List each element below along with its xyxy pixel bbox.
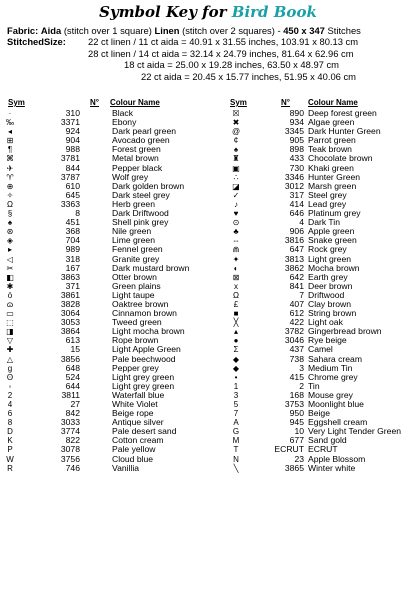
symbol-cell: ♈ [6, 172, 14, 182]
symbol-cell: ◪ [232, 181, 240, 191]
symbol-cell: R [7, 463, 13, 473]
colour-name-cell: Medium Tin [308, 362, 353, 373]
number-cell: 644 [65, 380, 80, 391]
number-cell: 10 [294, 426, 304, 437]
number-cell: 646 [289, 208, 304, 219]
colour-name-cell: Chrome grey [308, 371, 358, 382]
number-cell: 3756 [60, 453, 80, 464]
symbol-cell: ⬚ [6, 318, 14, 328]
number-cell: 989 [65, 244, 80, 255]
symbol-cell: ⊠ [232, 272, 240, 282]
colour-name-cell: Shell pink grey [112, 217, 169, 228]
number-cell: 677 [289, 435, 304, 446]
number-cell: 3787 [60, 171, 80, 182]
colour-name-cell: Cinnamon brown [112, 308, 177, 319]
colour-name-cell: Steel grey [308, 189, 347, 200]
symbol-cell: ▣ [232, 163, 240, 173]
symbol-cell: ⋒ [232, 245, 240, 255]
colour-name-cell: Deep forest green [308, 108, 377, 118]
colour-name-cell: Herb green [112, 198, 155, 209]
number-cell: 310 [65, 108, 80, 118]
number-cell: 3371 [60, 117, 80, 128]
colour-name-cell: Dark steel grey [112, 189, 170, 200]
number-cell: 906 [289, 226, 304, 237]
number-cell: 647 [289, 244, 304, 255]
table-row [228, 373, 414, 382]
size-row-22ct-aida: 22 ct aida = 20.45 x 15.77 inches, 51.95 x 40.06 cm [141, 70, 356, 82]
number-cell: 7 [299, 289, 304, 300]
number-cell: 844 [65, 162, 80, 173]
colour-name-cell: Light oak [308, 317, 343, 328]
number-cell: 642 [289, 271, 304, 282]
colour-name-cell: Eggshell cream [308, 417, 368, 428]
symbol-cell: N [233, 454, 239, 464]
colour-name-cell: Camel [308, 344, 333, 355]
colour-name-cell: Wolf grey [112, 171, 149, 182]
colour-name-cell: Pepper grey [112, 362, 159, 373]
colour-name-cell: Dark Tin [308, 217, 340, 228]
fabric-stitches-word: Stitches [327, 25, 361, 36]
symbol-cell: § [7, 209, 13, 219]
number-cell: 822 [65, 435, 80, 446]
page-title [0, 3, 416, 21]
colour-name-cell: Apple green [308, 226, 355, 237]
symbol-cell: ◧ [6, 272, 14, 282]
right-symbol-table [228, 109, 414, 473]
symbol-cell: △ [6, 354, 14, 364]
colour-name-cell: Sahara cream [308, 353, 362, 364]
number-cell: 437 [289, 344, 304, 355]
colour-name-cell: Otter brown [112, 271, 157, 282]
colour-name-cell: Forest green [112, 144, 161, 155]
colour-name-cell: Earth grey [308, 271, 348, 282]
number-cell: 3033 [60, 417, 80, 428]
colour-name-cell: Mocha brown [308, 262, 360, 273]
symbol-cell: ◈ [6, 236, 14, 246]
number-cell: 433 [289, 153, 304, 164]
header-name-right: Colour Name [308, 98, 358, 107]
number-cell: 3865 [284, 462, 304, 473]
symbol-cell: x [234, 281, 238, 291]
number-cell: 3864 [60, 326, 80, 337]
symbol-cell: ✈ [6, 163, 14, 173]
symbol-cell: ¶ [7, 145, 13, 155]
number-cell: 15 [70, 344, 80, 355]
size-row-18ct-aida: 18 ct aida = 25.00 x 19.28 inches, 63.50 x 48.97 cm [124, 59, 339, 70]
symbol-cell: @ [231, 127, 241, 137]
symbol-cell: ♠ [7, 218, 13, 228]
number-cell: 3012 [284, 180, 304, 191]
fabric-stitch-count: 450 x 347 [283, 25, 325, 36]
header-sym-left: Sym [8, 98, 25, 107]
colour-name-cell: Vanillia [112, 462, 140, 473]
colour-name-cell: Pale yellow [112, 444, 156, 455]
symbol-cell: ◐ [233, 263, 239, 273]
number-cell: ECRUT [274, 444, 304, 455]
symbol-cell: ◆ [232, 354, 240, 364]
number-cell: 414 [289, 198, 304, 209]
colour-name-cell: Rope brown [112, 335, 159, 346]
symbol-cell: ▭ [6, 309, 14, 319]
number-cell: 168 [289, 389, 304, 400]
number-cell: 318 [65, 253, 80, 264]
symbol-cell: 3 [233, 390, 239, 400]
number-cell: 746 [65, 462, 80, 473]
number-cell: 3053 [60, 317, 80, 328]
symbol-cell: ⊛ [6, 227, 14, 237]
number-cell: 167 [65, 262, 80, 273]
number-cell: 3753 [284, 399, 304, 409]
number-cell: 704 [65, 235, 80, 246]
colour-name-cell: Cloud blue [112, 453, 154, 464]
colour-name-cell: Pepper black [112, 162, 163, 173]
symbol-cell: ✦ [232, 254, 240, 264]
symbol-cell: g [7, 363, 13, 373]
colour-name-cell: Light grey green [112, 371, 175, 382]
symbol-cell: ♜ [232, 154, 240, 164]
colour-name-cell: Light taupe [112, 289, 155, 300]
colour-name-cell: Lime green [112, 235, 155, 246]
number-cell: 842 [65, 408, 80, 419]
colour-name-cell: Chocolate brown [308, 153, 373, 164]
number-cell: 524 [65, 371, 80, 382]
colour-name-cell: Apple Blossom [308, 453, 366, 464]
colour-name-cell: ECRUT [308, 444, 338, 455]
symbol-cell: ▽ [6, 336, 14, 346]
symbol-cell: Ω [233, 290, 239, 300]
colour-name-cell: Mouse grey [308, 389, 353, 400]
stitched-size-label: StitchedSize: [7, 36, 66, 47]
colour-name-cell: Beige rope [112, 408, 154, 419]
fabric-aida-note: (stitch over 1 square) [63, 25, 152, 36]
colour-name-cell: Dark mustard brown [112, 262, 190, 273]
header-num-right: N° [281, 98, 290, 107]
number-cell: 3813 [284, 253, 304, 264]
colour-name-cell: Parrot green [308, 135, 356, 146]
symbol-cell: ✂ [6, 263, 14, 273]
number-cell: 8 [75, 208, 80, 219]
colour-name-cell: Tweed green [112, 317, 162, 328]
symbol-cell: 6 [7, 409, 13, 419]
number-cell: 27 [70, 399, 80, 409]
symbol-cell: · [8, 109, 12, 118]
symbol-cell: ✱ [6, 281, 14, 291]
colour-name-cell: Light mocha brown [112, 326, 185, 337]
number-cell: 3782 [284, 326, 304, 337]
symbol-cell: ╲ [233, 463, 239, 473]
symbol-cell: ■ [233, 309, 239, 319]
number-cell: 841 [289, 280, 304, 291]
colour-name-cell: Black [112, 108, 134, 118]
number-cell: 988 [65, 144, 80, 155]
symbol-cell: ◨ [6, 327, 14, 337]
colour-name-cell: Waterfall blue [112, 389, 165, 400]
symbol-cell: ▸ [7, 245, 12, 255]
symbol-cell: T [233, 445, 239, 455]
colour-name-cell: Light grey green [112, 380, 175, 391]
symbol-cell: G [232, 427, 240, 437]
fabric-linen-note: (stitch over 2 squares) - [182, 25, 281, 36]
colour-name-cell: Winter white [308, 462, 356, 473]
table-row [2, 464, 224, 473]
colour-name-cell: String brown [308, 308, 357, 319]
symbol-cell: ö [7, 290, 13, 300]
colour-name-cell: Antique silver [112, 417, 164, 428]
number-cell: 730 [289, 162, 304, 173]
symbol-cell: ✓ [232, 190, 240, 200]
symbol-cell: ♪ [234, 199, 238, 209]
symbol-cell: ♥ [233, 209, 239, 219]
number-cell: 3 [299, 362, 304, 373]
number-cell: 3828 [60, 298, 80, 309]
symbol-cell: ╳ [233, 318, 239, 328]
colour-name-cell: Moonlight blue [308, 399, 364, 409]
colour-name-cell: Marsh green [308, 180, 357, 191]
symbol-cell: ʘ [6, 372, 14, 382]
number-cell: 371 [65, 280, 80, 291]
table-row [228, 464, 414, 473]
symbol-cell: ✖ [232, 118, 240, 128]
number-cell: 890 [289, 108, 304, 118]
symbol-cell: ⊞ [6, 136, 14, 146]
number-cell: 950 [289, 408, 304, 419]
size-row-22ct-linen: 22 ct linen / 11 ct aida = 40.91 x 31.55 inches, 103.91 x 80.13 cm [88, 36, 359, 47]
fabric-label: Fabric: [7, 25, 39, 36]
number-cell: 645 [65, 189, 80, 200]
colour-name-cell: Deer brown [308, 280, 353, 291]
symbol-cell: ¢ [233, 136, 239, 146]
symbol-cell: 1 [233, 381, 239, 391]
colour-name-cell: Clay brown [308, 298, 351, 309]
number-cell: 4 [299, 217, 304, 228]
number-cell: 3346 [284, 171, 304, 182]
number-cell: 451 [65, 217, 80, 228]
symbol-cell: 2 [7, 390, 13, 400]
number-cell: 648 [65, 362, 80, 373]
colour-name-cell: Rock grey [308, 244, 347, 255]
fabric-aida: Aida [40, 25, 62, 36]
symbol-cell: ‰ [6, 118, 14, 128]
number-cell: 3811 [61, 389, 80, 400]
colour-name-cell: Hunter Green [308, 171, 361, 182]
colour-name-cell: Dark pearl green [112, 126, 177, 137]
number-cell: 612 [289, 308, 304, 319]
number-cell: 3861 [60, 289, 80, 300]
colour-name-cell: Dark Driftwood [112, 208, 169, 219]
number-cell: 3816 [284, 235, 304, 246]
symbol-cell: ⊕ [6, 181, 14, 191]
number-cell: 415 [289, 371, 304, 382]
symbol-cell: ● [233, 336, 239, 346]
symbol-cell: 4 [7, 400, 13, 409]
colour-name-cell: Dark golden brown [112, 180, 185, 191]
symbol-cell: 7 [233, 409, 239, 419]
colour-name-cell: Cotton cream [112, 435, 164, 446]
symbol-cell: P [7, 445, 13, 455]
colour-name-cell: Gingerbread brown [308, 326, 382, 337]
title-prefix: Symbol Key for [99, 3, 227, 21]
symbol-cell: ⇔ [232, 236, 240, 246]
symbol-cell: ☒ [232, 109, 240, 118]
size-row-28ct-linen: 28 ct linen / 14 ct aida = 32.14 x 24.79 inches, 81.64 x 62.96 cm [88, 47, 354, 59]
colour-name-cell: Fennel green [112, 244, 163, 255]
title-book-name: Bird Book [231, 3, 317, 21]
colour-name-cell: Driftwood [308, 289, 345, 300]
symbol-cell: 8 [7, 418, 13, 428]
number-cell: 23 [294, 453, 304, 464]
symbol-cell: £ [233, 299, 239, 309]
colour-name-cell: Beige [308, 408, 330, 419]
symbol-cell: ♠ [233, 145, 239, 155]
number-cell: 3863 [60, 271, 80, 282]
colour-name-cell: Oaktree brown [112, 298, 169, 309]
symbol-cell: W [6, 454, 14, 464]
number-cell: 3046 [284, 335, 304, 346]
number-cell: 3856 [60, 353, 80, 364]
colour-name-cell: Tin [308, 380, 320, 391]
number-cell: 422 [289, 317, 304, 328]
colour-name-cell: Very Light Tender Green [308, 426, 401, 437]
symbol-cell: M [232, 436, 240, 446]
header-sym-right: Sym [230, 98, 247, 107]
number-cell: 610 [65, 180, 80, 191]
number-cell: 898 [289, 144, 304, 155]
colour-name-cell: Light green [308, 253, 352, 264]
symbol-cell: ▴ [233, 327, 238, 337]
symbol-cell: Σ [233, 345, 239, 355]
colour-name-cell: Snake green [308, 235, 357, 246]
number-cell: 3345 [284, 126, 304, 137]
number-cell: 3363 [60, 198, 80, 209]
colour-name-cell: Avocado green [112, 135, 170, 146]
number-cell: 3774 [60, 426, 80, 437]
symbol-cell: ⌘ [6, 154, 14, 164]
symbol-cell: ◆ [232, 363, 240, 373]
number-cell: 613 [65, 335, 80, 346]
colour-name-cell: White Violet [112, 399, 158, 409]
colour-name-cell: Dark Hunter Green [308, 126, 381, 137]
symbol-cell: ɷ [6, 299, 14, 309]
number-cell: 905 [289, 135, 304, 146]
symbol-cell: D [7, 427, 13, 437]
symbol-cell: Ω [7, 199, 13, 209]
number-cell: 934 [289, 117, 304, 128]
colour-name-cell: Sand gold [308, 435, 347, 446]
symbol-cell: ∴ [233, 172, 239, 182]
number-cell: 945 [289, 417, 304, 428]
number-cell: 924 [65, 126, 80, 137]
number-cell: 317 [289, 189, 304, 200]
colour-name-cell: Khaki green [308, 162, 354, 173]
colour-name-cell: Platinum grey [308, 208, 361, 219]
symbol-cell: 5 [233, 400, 239, 409]
symbol-cell: ⊙ [232, 218, 240, 228]
colour-name-cell: Nile green [112, 226, 152, 237]
left-symbol-table [2, 109, 224, 473]
colour-name-cell: Teak brown [308, 144, 352, 155]
number-cell: 904 [65, 135, 80, 146]
number-cell: 368 [65, 226, 80, 237]
symbol-cell: A [233, 418, 239, 428]
colour-name-cell: Light Apple Green [112, 344, 181, 355]
colour-name-cell: Pale desert sand [112, 426, 177, 437]
symbol-cell: ◁ [6, 254, 14, 264]
symbol-cell: ◦ [8, 381, 12, 391]
colour-name-cell: Lead grey [308, 198, 347, 209]
number-cell: 738 [289, 353, 304, 364]
symbol-cell: ✚ [6, 345, 14, 355]
colour-name-cell: Metal brown [112, 153, 159, 164]
colour-name-cell: Pale beechwood [112, 353, 176, 364]
number-cell: 3862 [284, 262, 304, 273]
symbol-cell: ◂ [7, 127, 12, 137]
number-cell: 3781 [60, 153, 80, 164]
colour-name-cell: Ebony [112, 117, 137, 128]
fabric-linen: Linen [154, 25, 180, 36]
symbol-cell: ♣ [233, 227, 239, 237]
number-cell: 407 [289, 298, 304, 309]
symbol-cell: • [234, 372, 238, 382]
header-num-left: N° [90, 98, 99, 107]
colour-name-cell: Green plains [112, 280, 161, 291]
symbol-cell: ✧ [6, 190, 14, 200]
colour-name-cell: Algae green [308, 117, 355, 128]
symbol-cell: K [7, 436, 13, 446]
colour-name-cell: Rye beige [308, 335, 347, 346]
header-name-left: Colour Name [110, 98, 160, 107]
colour-name-cell: Granite grey [112, 253, 160, 264]
number-cell: 3078 [60, 444, 80, 455]
number-cell: 3064 [60, 308, 80, 319]
number-cell: 2 [299, 380, 304, 391]
